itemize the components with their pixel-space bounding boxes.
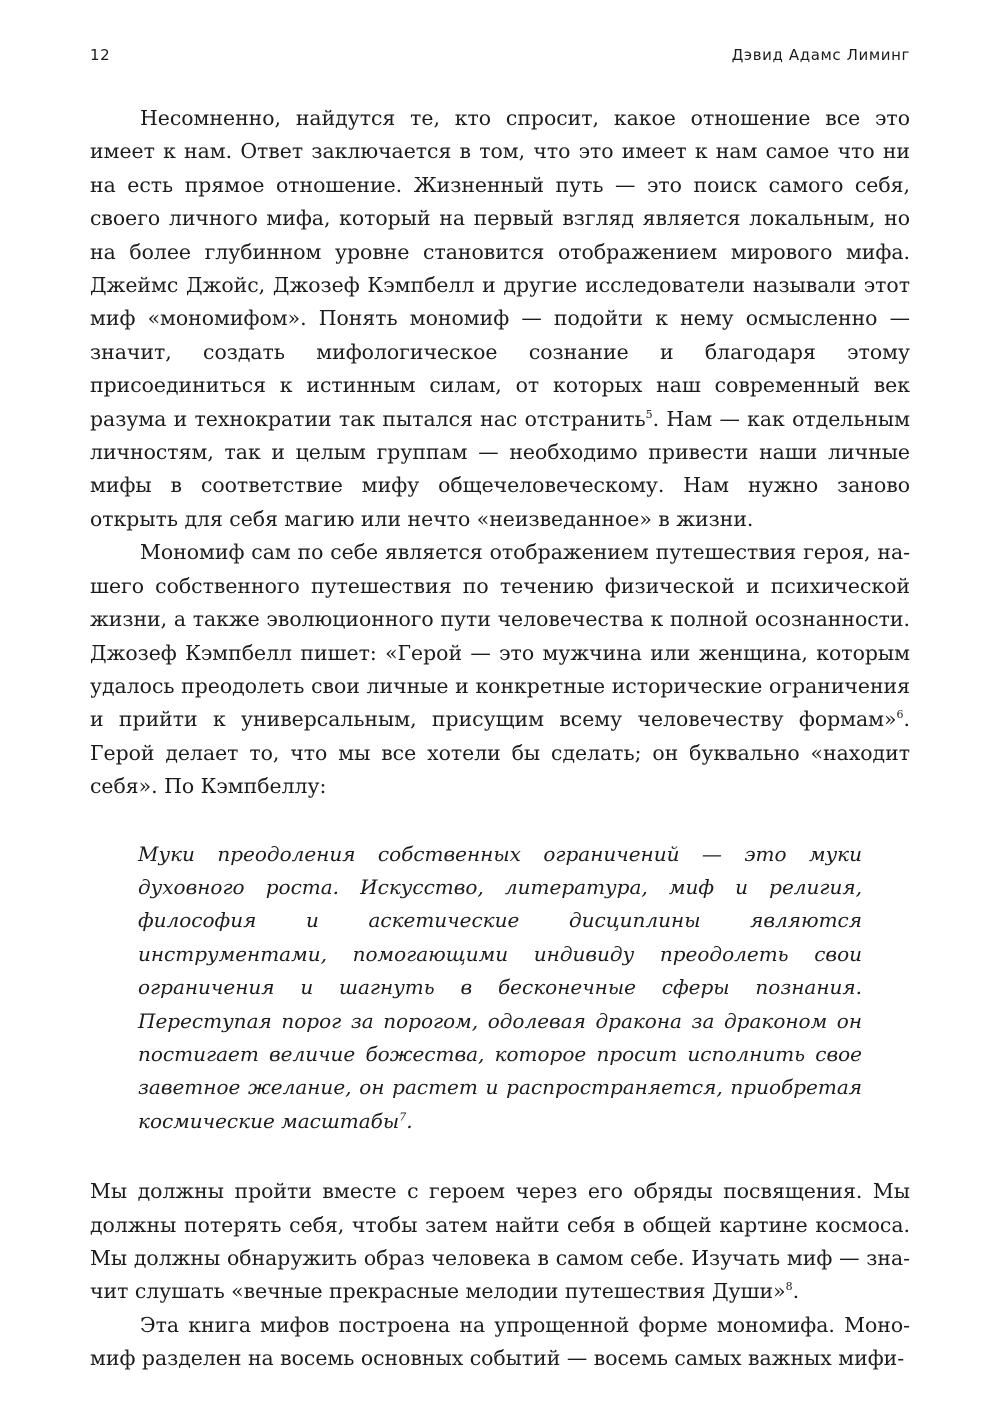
block-quote [138,838,862,1139]
paragraph-2 [90,536,910,803]
quote-text: Муки преодоления собственных ограничений — это муки духовного роста. Искусство, литература, миф и религия, философия и аскетические дисциплины являются инструментами, помогающими индивиду преодолеть свои ограничения и шагнуть в бесконечные сферы познания. Переступая порог за порогом, одолевая дракона за драконом он постигает величие божества, которое просит исполнить свое заветное желание, он растет и распространяется, приобретая космические масштабы [138,841,862,1133]
paragraph-3 [90,1175,910,1309]
page-number: 12 [90,46,111,64]
paragraph-4 [90,1309,910,1376]
body-text [90,102,910,1376]
footnote-ref-7: 7 [399,1110,407,1124]
paragraph-2-text-after: . Герой делает то, что мы все хотели бы сделать; он буквально «находит себя». По Кэмпбеллу: [90,707,910,799]
running-head [90,46,910,74]
paragraph-1-text-after: . Нам — как отдельным личностям, так и целым группам — необходимо привести наши личные мифы в соответствие мифу общечеловеческому. Нам нужно заново открыть для себя магию или нечто «неизведанное» в жизни. [90,406,911,531]
paragraph-4-text: Эта книга мифов построена на упрощенной форме мономифа. Мономиф разделен на восемь основных событий — восемь самых важных мифи- [90,1312,910,1371]
footnote-ref-5: 5 [645,407,653,421]
paragraph-2-text: Мономиф сам по себе является отображением путешествия героя, нашего собственного путешествия по течению физической и психической жизни, а также эволюционного пути человечества к полной осознанности. Джозеф Кэмпбелл пишет: «Герой — это мужчина или женщина, которым удалось преодолеть свои личные и конкретные исторические ограничения и прийти к универсальным, присущим всему человечеству формам» [90,540,910,732]
footnote-ref-8: 8 [785,1280,793,1294]
quote-text-after: . [406,1108,413,1133]
footnote-ref-6: 6 [896,708,904,722]
paragraph-1-text: Несомненно, найдутся те, кто спросит, какое отношение все это имеет к нам. Ответ заключается в том, что это имеет к нам самое что ни на есть прямое отношение. Жизненный путь — это поиск самого себя, своего личного мифа, который на первый взгляд является локальным, но на более глубинном уровне становится отображением мирового мифа. Джеймс Джойс, Джозеф Кэмпбелл и другие исследователи называли этот миф «мономифом». Понять мономиф — подойти к нему осмысленно — значит, создать мифологическое сознание и благодаря этому присоединиться к истинным силам, от которых наш современный век разума и технократии так пытался нас отстранить [90,106,910,431]
quote-paragraph [138,838,862,1139]
running-title: Дэвид Адамс Лиминг [731,46,910,64]
paragraph-3-text: Мы должны пройти вместе с героем через его обряды посвящения. Мы должны потерять себя, чтобы затем найти себя в общей картине космоса. Мы должны обнаружить образ человека в самом себе. Изучать миф — значит слушать «вечные прекрасные мелодии путешествия Души» [90,1179,910,1304]
paragraph-3-text-after: . [792,1279,800,1304]
paragraph-1 [90,102,910,536]
